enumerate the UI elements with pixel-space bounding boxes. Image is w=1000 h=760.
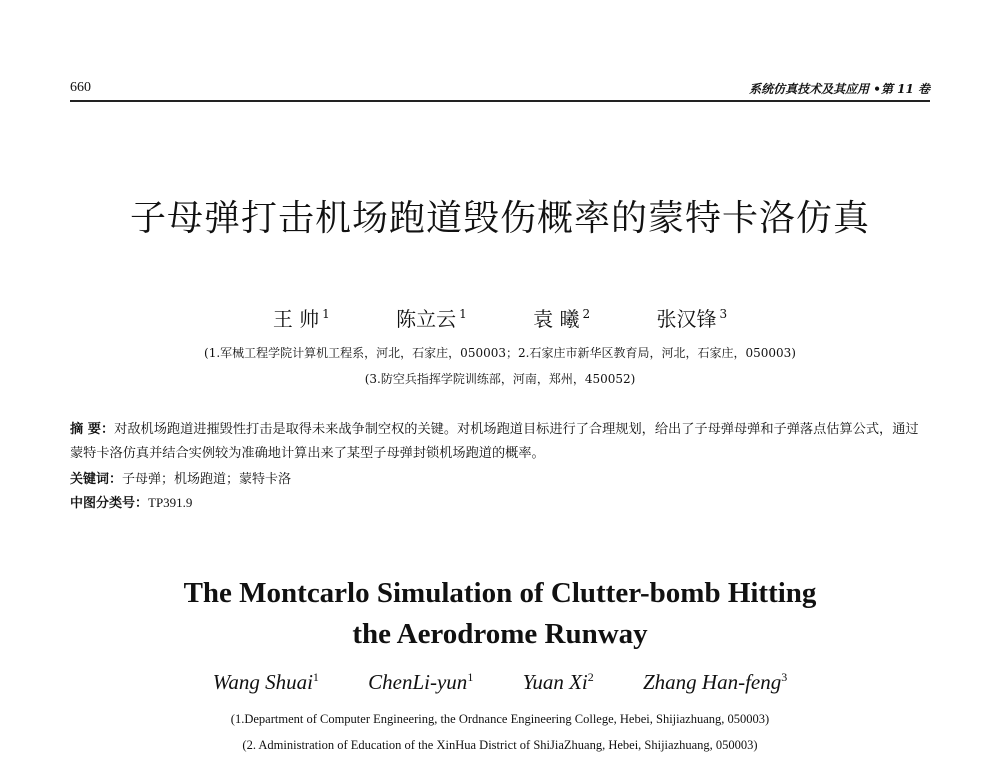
author-affil-marker: 1: [322, 307, 330, 322]
author-affil-marker: 2: [587, 670, 594, 684]
authors-chinese: [0, 303, 1000, 332]
journal-running-header: 系统仿真技术及其应用 •第 11 卷: [749, 82, 930, 96]
author-affil-marker: 1: [312, 670, 319, 684]
abstract: [70, 418, 930, 466]
author-en: Wang Shuai$^1$: [212, 670, 319, 694]
keywords-text: 子母弹；机场跑道；蒙特卡洛: [122, 472, 292, 487]
author-affil-marker: 3: [781, 670, 788, 684]
author-affil-marker: 3: [719, 307, 728, 322]
author-cn: 袁 曦 $^2$: [533, 307, 591, 331]
affiliation-en-line: (2. Administration of Education of the XinHua District of ShiJiaZhuang, Hebei, Shijiazhuang, 050003): [242, 738, 758, 752]
classification-number: [70, 492, 192, 511]
keywords: [70, 468, 291, 487]
affiliation-cn-line: (3.防空兵指挥学院训练部，河南，郑州，450052): [364, 372, 636, 386]
author-affil-marker: 1: [467, 670, 474, 684]
classification-value: TP391.9: [148, 495, 193, 510]
author-affil-marker: 2: [582, 307, 591, 322]
classification-label: 中图分类号：: [70, 496, 149, 511]
author-cn: 王 帅 $^1$: [272, 307, 330, 331]
author-en: Zhang Han-feng$^3$: [642, 670, 788, 694]
title-english-line2: the Aerodrome Runway: [352, 618, 648, 650]
author-affil-marker: 1: [459, 307, 467, 322]
page-number: 660: [70, 80, 91, 95]
keywords-label: 关键词：: [70, 472, 123, 487]
author-en: ChenLi-yun$^1$: [368, 670, 474, 694]
author-cn: 张汉锋 $^3$: [656, 307, 728, 331]
author-en: Yuan Xi$^2$: [522, 670, 594, 694]
header-rule: [70, 100, 930, 102]
affiliation-en-line: (1.Department of Computer Engineering, the Ordnance Engineering College, Hebei, Shijiazhuang, 050003): [230, 712, 770, 726]
abstract-label: 摘 要：: [70, 422, 115, 437]
affiliation-cn-line: (1.军械工程学院计算机工程系，河北，石家庄，050003；2.石家庄市新华区教育局，河北，石家庄，050003): [204, 346, 796, 360]
authors-english: [0, 670, 1000, 695]
title-english-line1: The Montcarlo Simulation of Clutter-bomb Hitting: [183, 577, 817, 609]
author-cn: 陈立云 $^1$: [396, 307, 467, 331]
abstract-text: 对敌机场跑道进摧毁性打击是取得未来战争制空权的关键。对机场跑道目标进行了合理规划，给出了子母弹母弹和子弹落点估算公式，通过蒙特卡洛仿真并结合实例较为准确地计算出来了某型子母弹封锁机场跑道的概率。: [70, 422, 919, 461]
title-chinese: 子母弹打击机场跑道毁伤概率的蒙特卡洛仿真: [129, 198, 870, 239]
